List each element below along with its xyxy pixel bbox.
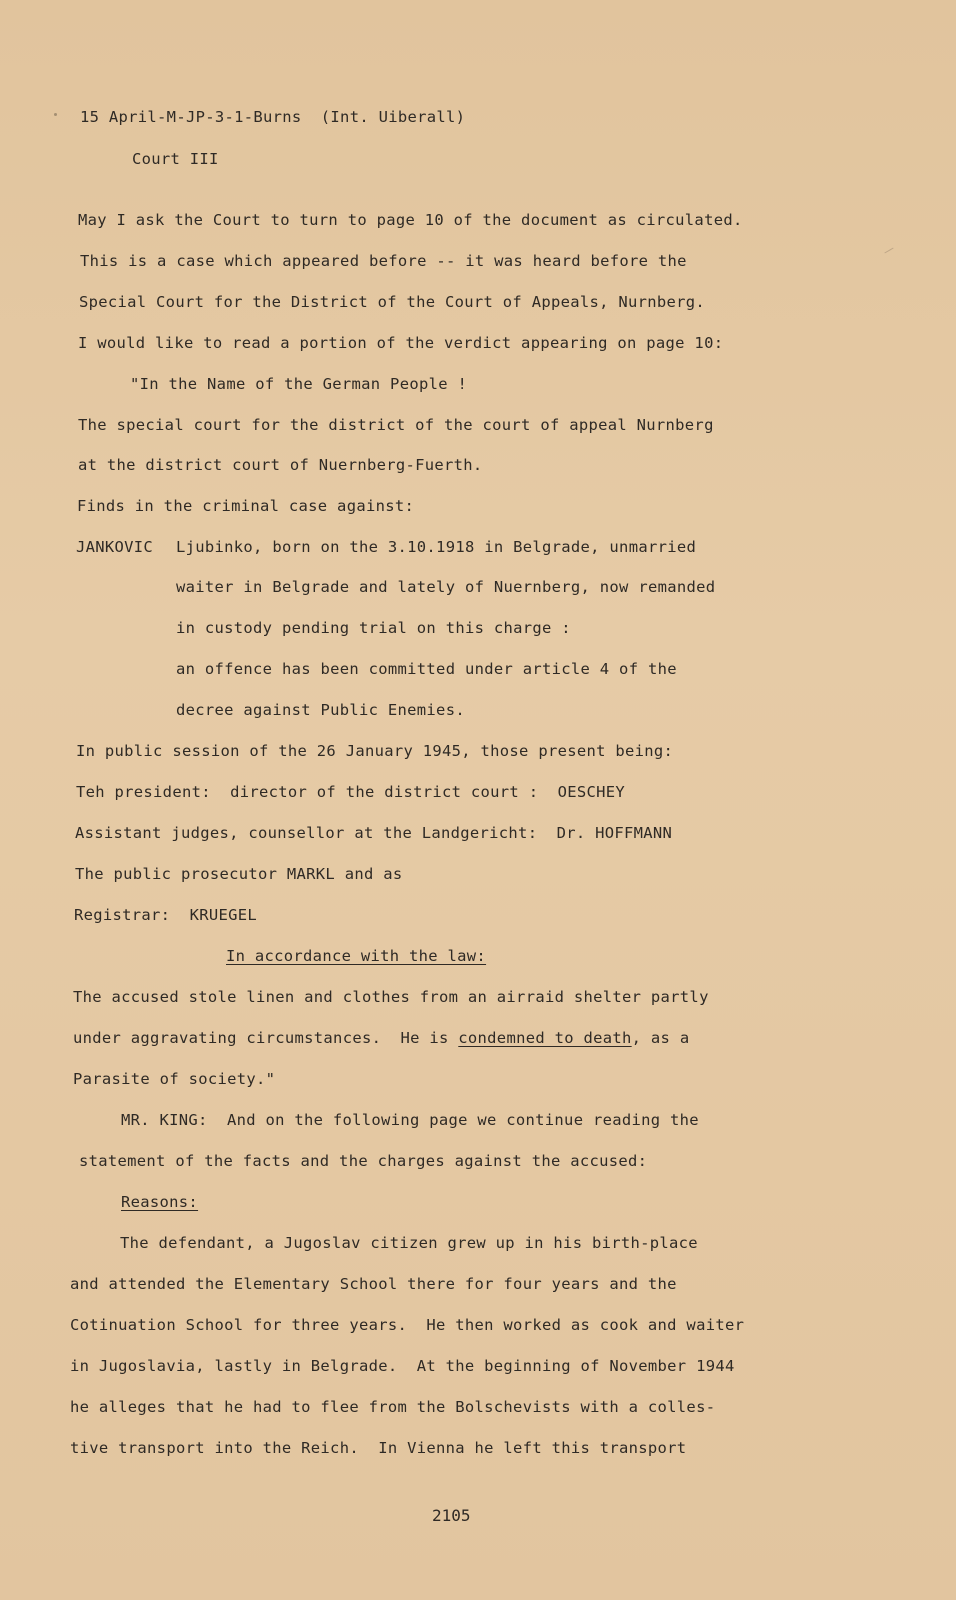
text-fragment: under aggravating circumstances. He is <box>73 1029 459 1047</box>
condemned-phrase: condemned to death <box>458 1029 632 1047</box>
text-line: The accused stole linen and clothes from an airraid shelter partly <box>73 988 709 1006</box>
text-line: The defendant, a Jugoslav citizen grew up in his birth-place <box>120 1234 698 1252</box>
text-line: Teh president: director of the district court : OESCHEY <box>76 783 626 801</box>
text-line: decree against Public Enemies. <box>176 701 465 719</box>
text-line: in Jugoslavia, lastly in Belgrade. At the beginning of November 1944 <box>70 1357 735 1375</box>
court-label: Court III <box>132 150 219 168</box>
text-line: Registrar: KRUEGEL <box>74 906 258 924</box>
accused-name: JANKOVIC <box>76 538 154 556</box>
text-line: at the district court of Nuernberg-Fuerth. <box>78 456 483 474</box>
text-line: Parasite of society." <box>73 1070 276 1088</box>
text-fragment: , as a <box>631 1029 690 1047</box>
paper-mark <box>54 113 57 116</box>
law-heading: In accordance with the law: <box>226 947 487 965</box>
text-line: and attended the Elementary School there for four years and the <box>70 1275 677 1293</box>
text-line: This is a case which appeared before -- it was heard before the <box>80 252 687 270</box>
text-line: he alleges that he had to flee from the Bolschevists with a colles- <box>70 1398 716 1416</box>
text-line: waiter in Belgrade and lately of Nuernberg, now remanded <box>176 578 716 596</box>
text-line: The public prosecutor MARKL and as <box>75 865 403 883</box>
text-line: in custody pending trial on this charge : <box>176 619 571 637</box>
text-line: I would like to read a portion of the verdict appearing on page 10: <box>78 334 724 352</box>
text-line: MR. KING: And on the following page we continue reading the <box>121 1111 699 1129</box>
page-number: 2105 <box>432 1506 471 1525</box>
paper-mark <box>884 248 893 254</box>
text-line: statement of the facts and the charges against the accused: <box>79 1152 648 1170</box>
text-line: Ljubinko, born on the 3.10.1918 in Belgrade, unmarried <box>176 538 697 556</box>
sentence-line <box>73 1028 689 1048</box>
verdict-opening: "In the Name of the German People ! <box>130 375 468 393</box>
text-line: Assistant judges, counsellor at the Landgericht: Dr. HOFFMANN <box>75 824 673 842</box>
text-line: The special court for the district of the court of appeal Nurnberg <box>78 416 714 434</box>
text-line: an offence has been committed under article 4 of the <box>176 660 677 678</box>
text-line: tive transport into the Reich. In Vienna he left this transport <box>70 1439 687 1457</box>
text-line: May I ask the Court to turn to page 10 of the document as circulated. <box>78 211 743 229</box>
text-line: Cotinuation School for three years. He then worked as cook and waiter <box>70 1316 745 1334</box>
document-reference: 15 April-M-JP-3-1-Burns (Int. Uiberall) <box>80 108 466 126</box>
text-line: Special Court for the District of the Court of Appeals, Nurnberg. <box>79 293 706 311</box>
reasons-heading: Reasons: <box>121 1193 199 1211</box>
text-line: Finds in the criminal case against: <box>77 497 415 515</box>
text-line: In public session of the 26 January 1945, those present being: <box>76 742 674 760</box>
